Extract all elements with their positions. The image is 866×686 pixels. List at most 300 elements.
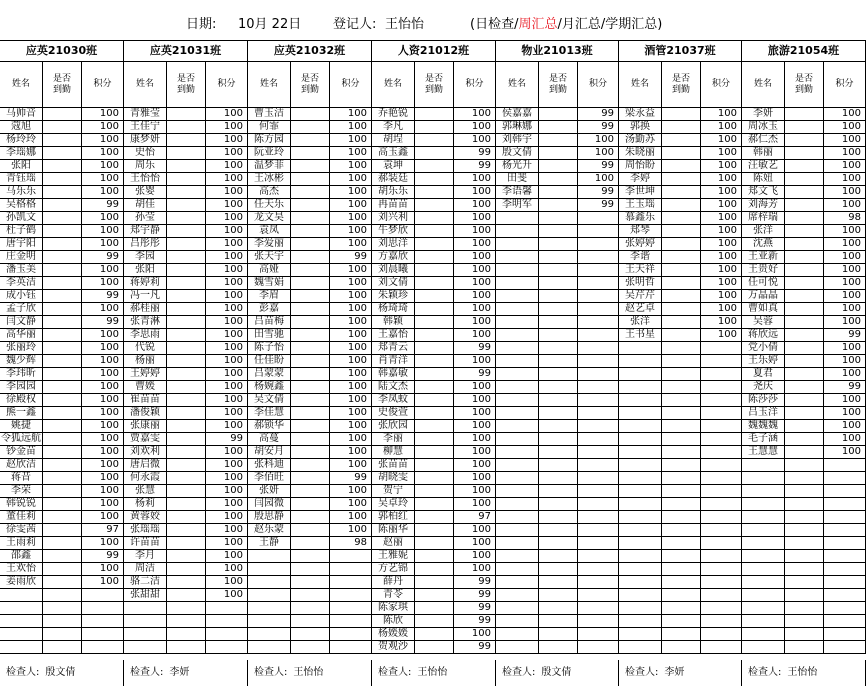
- student-present: [167, 407, 206, 420]
- empty-cell: [742, 563, 785, 576]
- student-name: 李月: [124, 550, 167, 563]
- empty-cell: [539, 329, 578, 342]
- student-name: 尧庆: [742, 381, 785, 394]
- empty-cell: [619, 394, 662, 407]
- empty-cell: [578, 264, 619, 277]
- empty-cell: [785, 602, 824, 615]
- student-score: 100: [454, 108, 496, 121]
- empty-cell: [662, 498, 701, 511]
- student-name: 郭柏红: [372, 511, 415, 524]
- student-name: 刘海芳: [742, 199, 785, 212]
- empty-cell: [662, 602, 701, 615]
- student-present: [291, 537, 330, 550]
- inspector-footer: [372, 660, 496, 686]
- student-name: 张苗苗: [372, 459, 415, 472]
- student-present: [415, 472, 454, 485]
- empty-cell: [662, 368, 701, 381]
- student-present: [167, 277, 206, 290]
- student-score: 100: [701, 303, 742, 316]
- student-present: [415, 420, 454, 433]
- student-present: [785, 290, 824, 303]
- student-score: 100: [701, 199, 742, 212]
- student-name: 王雅妮: [372, 550, 415, 563]
- empty-cell: [496, 251, 539, 264]
- empty-cell: [619, 550, 662, 563]
- student-name: 骆二洁: [124, 576, 167, 589]
- student-name: 张明哲: [619, 277, 662, 290]
- class-header: 物业21013班: [496, 40, 619, 62]
- empty-cell: [539, 303, 578, 316]
- student-name: 熊一鑫: [0, 407, 43, 420]
- empty-cell: [124, 641, 167, 654]
- student-present: [291, 238, 330, 251]
- summary-open: (日检查/: [470, 17, 519, 32]
- student-name: 刘欢利: [124, 446, 167, 459]
- student-name: 冉苗苗: [372, 199, 415, 212]
- student-score: 100: [206, 407, 248, 420]
- student-score: 98: [824, 212, 866, 225]
- inspector-label: 检查人:: [6, 667, 40, 678]
- student-present: [167, 134, 206, 147]
- empty-cell: [248, 576, 291, 589]
- empty-cell: [578, 342, 619, 355]
- empty-cell: [496, 615, 539, 628]
- student-name: 杨光升: [496, 160, 539, 173]
- student-name: 李世坤: [619, 186, 662, 199]
- student-present: [167, 589, 206, 602]
- student-present: [662, 186, 701, 199]
- student-name: 潘俊颖: [124, 407, 167, 420]
- empty-cell: [785, 498, 824, 511]
- empty-cell: [742, 615, 785, 628]
- student-name: 张阳: [124, 264, 167, 277]
- empty-cell: [578, 368, 619, 381]
- student-present: [291, 108, 330, 121]
- student-present: [43, 472, 82, 485]
- student-score: 100: [82, 459, 124, 472]
- student-present: [415, 199, 454, 212]
- student-present: [291, 446, 330, 459]
- student-score: 100: [824, 173, 866, 186]
- empty-cell: [662, 524, 701, 537]
- empty-cell: [124, 628, 167, 641]
- student-name: 高华丽: [0, 329, 43, 342]
- empty-cell: [662, 381, 701, 394]
- empty-cell: [785, 628, 824, 641]
- student-present: [785, 316, 824, 329]
- empty-cell: [824, 602, 866, 615]
- sheet-header: [0, 0, 866, 41]
- empty-cell: [701, 472, 742, 485]
- empty-cell: [701, 420, 742, 433]
- student-present: [785, 160, 824, 173]
- col-header-score: 积分: [82, 62, 124, 108]
- student-score: 99: [454, 602, 496, 615]
- student-score: 100: [701, 251, 742, 264]
- student-present: [43, 277, 82, 290]
- student-score: 100: [330, 264, 372, 277]
- inspector-label: 检查人:: [254, 667, 288, 678]
- student-present: [291, 199, 330, 212]
- student-present: [415, 407, 454, 420]
- empty-cell: [578, 303, 619, 316]
- student-score: 100: [824, 355, 866, 368]
- student-name: 赵艺卓: [619, 303, 662, 316]
- student-name: 曹媛: [124, 381, 167, 394]
- student-present: [662, 303, 701, 316]
- empty-cell: [742, 498, 785, 511]
- empty-cell: [824, 472, 866, 485]
- student-present: [785, 238, 824, 251]
- student-score: 99: [454, 589, 496, 602]
- empty-cell: [662, 459, 701, 472]
- student-name: 郑宇静: [124, 225, 167, 238]
- student-present: [291, 394, 330, 407]
- student-name: 徐雯茜: [0, 524, 43, 537]
- student-name: 王雨莉: [0, 537, 43, 550]
- student-name: 韩锐锐: [0, 498, 43, 511]
- student-name: 王佳宁: [124, 121, 167, 134]
- student-score: 100: [82, 160, 124, 173]
- empty-cell: [248, 615, 291, 628]
- student-score: 100: [454, 212, 496, 225]
- student-present: [43, 381, 82, 394]
- student-name: 王怡怡: [124, 173, 167, 186]
- student-name: 高玉鑫: [372, 147, 415, 160]
- empty-cell: [619, 524, 662, 537]
- student-present: [662, 264, 701, 277]
- empty-cell: [496, 563, 539, 576]
- student-name: 董佳莉: [0, 511, 43, 524]
- student-name: 王亚新: [742, 251, 785, 264]
- student-name: 胡晓雯: [372, 472, 415, 485]
- student-score: 100: [206, 147, 248, 160]
- empty-cell: [578, 615, 619, 628]
- student-score: 99: [82, 251, 124, 264]
- student-present: [291, 472, 330, 485]
- empty-cell: [539, 576, 578, 589]
- student-present: [167, 160, 206, 173]
- student-score: 100: [824, 394, 866, 407]
- student-score: 100: [82, 498, 124, 511]
- col-header-present: 是否 到勤: [167, 62, 206, 108]
- student-name: 杨玲玲: [0, 134, 43, 147]
- student-score: 99: [578, 160, 619, 173]
- student-name: 潘玉美: [0, 264, 43, 277]
- empty-cell: [824, 550, 866, 563]
- student-name: 李玮昕: [0, 368, 43, 381]
- empty-cell: [539, 446, 578, 459]
- student-present: [785, 108, 824, 121]
- student-present: [415, 225, 454, 238]
- student-present: [785, 446, 824, 459]
- student-score: 99: [454, 641, 496, 654]
- student-score: 100: [454, 407, 496, 420]
- student-score: 100: [330, 225, 372, 238]
- empty-cell: [496, 381, 539, 394]
- empty-cell: [496, 264, 539, 277]
- student-score: 99: [82, 199, 124, 212]
- student-present: [291, 498, 330, 511]
- student-score: 100: [330, 108, 372, 121]
- student-name: 李明军: [496, 199, 539, 212]
- student-present: [167, 498, 206, 511]
- empty-cell: [539, 602, 578, 615]
- empty-cell: [539, 264, 578, 277]
- empty-cell: [206, 641, 248, 654]
- student-present: [291, 407, 330, 420]
- student-name: 张慧: [124, 485, 167, 498]
- student-present: [539, 108, 578, 121]
- student-present: [43, 173, 82, 186]
- empty-cell: [82, 628, 124, 641]
- student-present: [167, 550, 206, 563]
- empty-cell: [539, 641, 578, 654]
- student-score: 100: [82, 173, 124, 186]
- empty-cell: [248, 628, 291, 641]
- student-name: 袁坤: [372, 160, 415, 173]
- student-present: [43, 329, 82, 342]
- empty-cell: [662, 446, 701, 459]
- student-score: 100: [454, 199, 496, 212]
- student-name: 张瑶瑶: [124, 524, 167, 537]
- student-score: 100: [330, 511, 372, 524]
- empty-cell: [662, 589, 701, 602]
- col-header-name: 姓名: [248, 62, 291, 108]
- student-score: 100: [330, 121, 372, 134]
- empty-cell: [539, 550, 578, 563]
- student-name: 闫园微: [248, 498, 291, 511]
- empty-cell: [619, 628, 662, 641]
- inspector-name: 李妍: [169, 667, 190, 678]
- empty-cell: [248, 563, 291, 576]
- empty-cell: [701, 628, 742, 641]
- student-present: [662, 160, 701, 173]
- student-present: [785, 329, 824, 342]
- empty-cell: [785, 524, 824, 537]
- empty-cell: [496, 290, 539, 303]
- empty-cell: [619, 368, 662, 381]
- empty-cell: [662, 355, 701, 368]
- student-present: [291, 290, 330, 303]
- empty-cell: [330, 615, 372, 628]
- student-name: 马帅音: [0, 108, 43, 121]
- empty-cell: [330, 602, 372, 615]
- empty-cell: [701, 355, 742, 368]
- col-header-present: 是否 到勤: [43, 62, 82, 108]
- student-present: [43, 433, 82, 446]
- student-score: 100: [701, 186, 742, 199]
- student-name: 张欣园: [372, 420, 415, 433]
- student-score: 100: [824, 251, 866, 264]
- student-score: 99: [206, 433, 248, 446]
- empty-cell: [701, 459, 742, 472]
- empty-cell: [701, 524, 742, 537]
- student-name: 高蔓: [248, 433, 291, 446]
- student-score: 100: [454, 225, 496, 238]
- empty-cell: [742, 602, 785, 615]
- student-score: 100: [330, 316, 372, 329]
- student-score: 100: [330, 459, 372, 472]
- student-name: 任天乐: [248, 199, 291, 212]
- student-name: 田雪驰: [248, 329, 291, 342]
- empty-cell: [824, 628, 866, 641]
- student-present: [167, 199, 206, 212]
- student-score: 100: [206, 485, 248, 498]
- student-score: 100: [824, 342, 866, 355]
- student-present: [167, 251, 206, 264]
- empty-cell: [539, 628, 578, 641]
- student-name: 高杰: [248, 186, 291, 199]
- empty-cell: [539, 420, 578, 433]
- student-score: 100: [824, 199, 866, 212]
- student-present: [662, 290, 701, 303]
- student-present: [167, 394, 206, 407]
- student-name: 王婷婷: [124, 368, 167, 381]
- empty-cell: [785, 576, 824, 589]
- student-name: 任可悦: [742, 277, 785, 290]
- student-score: 100: [82, 433, 124, 446]
- student-score: 100: [82, 576, 124, 589]
- student-name: 邵鑫: [0, 550, 43, 563]
- student-score: 100: [701, 277, 742, 290]
- student-name: 胡安月: [248, 446, 291, 459]
- empty-cell: [619, 537, 662, 550]
- student-name: 吴格格: [0, 199, 43, 212]
- empty-cell: [539, 485, 578, 498]
- student-score: 100: [330, 394, 372, 407]
- student-score: 98: [330, 537, 372, 550]
- student-name: 令狐远航: [1, 433, 41, 444]
- empty-cell: [824, 589, 866, 602]
- student-present: [43, 264, 82, 277]
- student-present: [415, 368, 454, 381]
- student-name: 万晶晶: [742, 290, 785, 303]
- student-score: 100: [330, 381, 372, 394]
- empty-cell: [291, 615, 330, 628]
- student-name: 张洋: [619, 316, 662, 329]
- student-name: 郑琴: [619, 225, 662, 238]
- empty-cell: [496, 628, 539, 641]
- student-present: [415, 576, 454, 589]
- empty-cell: [291, 589, 330, 602]
- student-score: 100: [330, 303, 372, 316]
- roster-grid: [0, 40, 866, 686]
- student-present: [291, 264, 330, 277]
- student-present: [291, 212, 330, 225]
- student-score: 100: [82, 394, 124, 407]
- student-name: 张科迪: [248, 459, 291, 472]
- empty-cell: [619, 589, 662, 602]
- student-score: 100: [206, 589, 248, 602]
- student-name: 唐启微: [124, 459, 167, 472]
- student-present: [785, 264, 824, 277]
- student-present: [167, 485, 206, 498]
- empty-cell: [619, 472, 662, 485]
- student-name: 陈莎莎: [742, 394, 785, 407]
- student-name: 赵丽: [372, 537, 415, 550]
- student-name: 庄金明: [0, 251, 43, 264]
- student-name: 徐殿权: [0, 394, 43, 407]
- student-score: 100: [330, 160, 372, 173]
- student-score: 100: [330, 446, 372, 459]
- empty-cell: [291, 628, 330, 641]
- empty-cell: [578, 355, 619, 368]
- student-score: 99: [454, 368, 496, 381]
- student-name: 吕苗梅: [248, 316, 291, 329]
- student-present: [415, 355, 454, 368]
- empty-cell: [824, 537, 866, 550]
- empty-cell: [619, 563, 662, 576]
- student-name: 周乐: [124, 160, 167, 173]
- student-name: 刘文倩: [372, 277, 415, 290]
- student-score: 100: [454, 238, 496, 251]
- student-score: 100: [701, 121, 742, 134]
- student-present: [785, 277, 824, 290]
- empty-cell: [619, 420, 662, 433]
- student-score: 100: [82, 407, 124, 420]
- col-header-name: 姓名: [124, 62, 167, 108]
- summary-week: 周汇总: [518, 17, 558, 32]
- student-score: 100: [824, 108, 866, 121]
- student-present: [785, 407, 824, 420]
- student-score: 100: [824, 420, 866, 433]
- student-name: 肖青洋: [372, 355, 415, 368]
- student-present: [415, 589, 454, 602]
- student-name: 李凡: [372, 121, 415, 134]
- empty-cell: [82, 641, 124, 654]
- empty-cell: [578, 641, 619, 654]
- student-score: 100: [824, 316, 866, 329]
- student-score: 100: [82, 446, 124, 459]
- col-header-name: 姓名: [496, 62, 539, 108]
- student-name: 蒋欣远: [742, 329, 785, 342]
- empty-cell: [701, 563, 742, 576]
- student-name: 李语馨: [496, 186, 539, 199]
- student-name: 刘思洋: [372, 238, 415, 251]
- student-score: 100: [701, 316, 742, 329]
- student-present: [291, 329, 330, 342]
- empty-cell: [330, 589, 372, 602]
- student-present: [291, 303, 330, 316]
- student-name: 何霏: [248, 121, 291, 134]
- student-present: [785, 368, 824, 381]
- student-score: 100: [330, 329, 372, 342]
- student-name: 吴蓉: [742, 316, 785, 329]
- empty-cell: [124, 615, 167, 628]
- empty-cell: [578, 485, 619, 498]
- student-score: 100: [454, 121, 496, 134]
- student-score: 100: [330, 290, 372, 303]
- student-score: 100: [701, 134, 742, 147]
- student-name: 李佰旺: [248, 472, 291, 485]
- student-score: 100: [206, 277, 248, 290]
- student-name: 杨婉鑫: [248, 381, 291, 394]
- student-score: 100: [206, 290, 248, 303]
- student-present: [539, 173, 578, 186]
- student-score: 100: [206, 498, 248, 511]
- empty-cell: [330, 550, 372, 563]
- empty-cell: [701, 485, 742, 498]
- student-name: 郑文飞: [742, 186, 785, 199]
- empty-cell: [578, 459, 619, 472]
- empty-cell: [248, 641, 291, 654]
- col-header-name: 姓名: [619, 62, 662, 108]
- student-present: [291, 160, 330, 173]
- student-present: [43, 524, 82, 537]
- student-score: 100: [330, 212, 372, 225]
- empty-cell: [578, 238, 619, 251]
